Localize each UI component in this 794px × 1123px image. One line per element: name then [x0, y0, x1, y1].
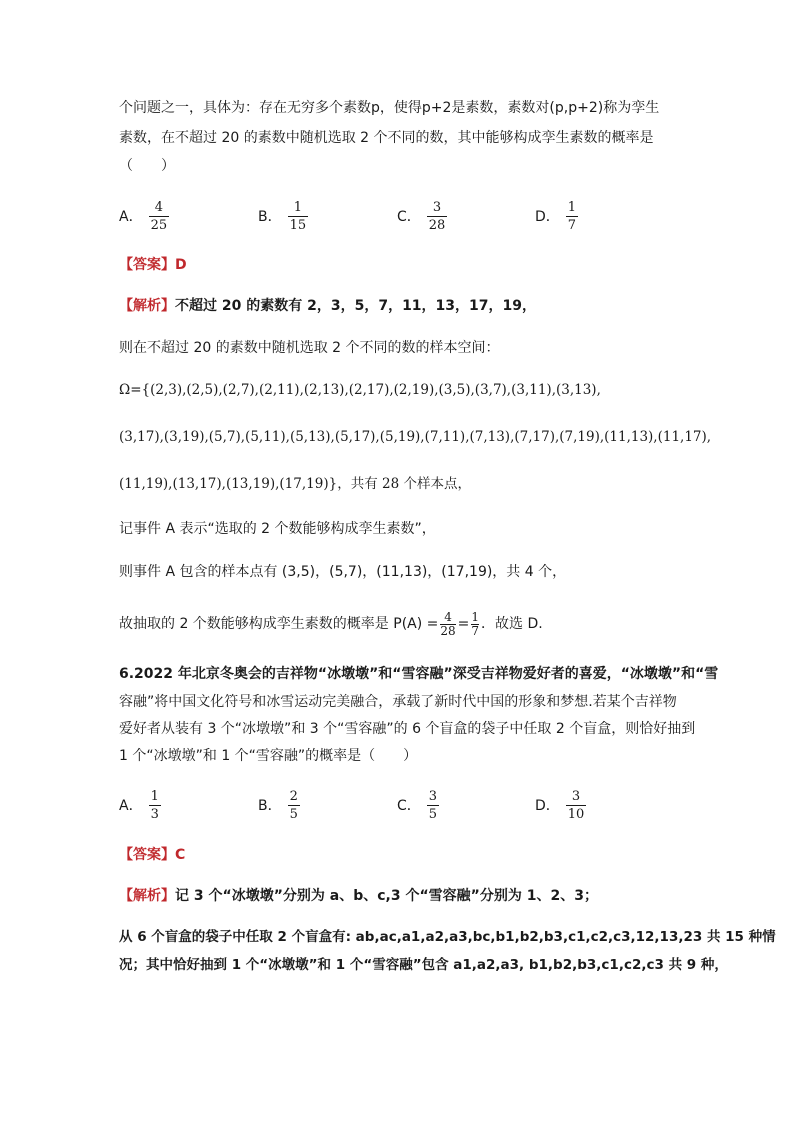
q5-text-line-3: （ ）	[119, 158, 175, 174]
option-fraction: $\frac{3}{10}$	[567, 788, 585, 822]
q5-sample-space-line-1: Ω={(2,3),(2,5),(2,7),(2,11),(2,13),(2,17),(2,19),(3,5),(3,7),(3,11),(3,13),	[119, 382, 601, 398]
q6-option-d	[535, 783, 586, 827]
q6-text-line-2: 容融”将中国文化符号和冰雪运动完美融合，承载了新时代中国的形象和梦想.若某个吉祥物	[119, 694, 677, 710]
analysis-tag: 【解析】	[119, 888, 175, 904]
conclusion-fraction-1: $\frac{4}{28}$	[440, 609, 456, 638]
q5-text-line-2: 素数，在不超过 20 的素数中随机选取 2 个不同的数，其中能够构成孪生素数的概率是	[119, 130, 654, 146]
answer-tag: 【答案】	[119, 847, 175, 863]
q5-option-b	[258, 194, 308, 238]
q6-analysis-line-3: 况；其中恰好抽到 1 个“冰墩墩”和 1 个“雪容融”包含 a1,a2,a3, b1,b2,b3,c1,c2,c3 共 9 种，	[119, 957, 728, 973]
option-label: B．	[258, 209, 282, 225]
conclusion-text: 故抽取的 2 个数能够构成孪生素数的概率是 P(A) =	[119, 616, 439, 632]
option-fraction: $\frac{1}{15}$	[289, 199, 307, 233]
answer-tag: 【答案】	[119, 257, 175, 273]
q6-text-line-3: 爱好者从装有 3 个“冰墩墩”和 3 个“雪容融”的 6 个盲盒的袋子中任取 2 个盲盒，则恰好抽到	[119, 721, 696, 737]
conclusion-fraction-2: $\frac{1}{7}$	[471, 609, 480, 638]
analysis-text: 不超过 20 的素数有 2，3，5，7，11，13，17，19，	[175, 298, 536, 314]
analysis-text: 记 3 个“冰墩墩”分别为 a、b、c,3 个“雪容融”分别为 1、2、3；	[175, 888, 598, 904]
q6-option-b	[258, 783, 300, 827]
option-fraction: $\frac{4}{25}$	[150, 199, 168, 233]
option-label: D．	[535, 798, 560, 814]
q6-text-line-4: 1 个“冰墩墩”和 1 个“雪容融”的概率是（ ）	[119, 748, 418, 764]
option-fraction: $\frac{3}{28}$	[428, 199, 446, 233]
option-label: B．	[258, 798, 282, 814]
answer-value: D	[175, 257, 187, 273]
q6-options	[119, 783, 679, 827]
option-fraction: $\frac{2}{5}$	[289, 788, 298, 822]
option-fraction: $\frac{1}{3}$	[150, 788, 159, 822]
conclusion-equals: =	[457, 616, 470, 632]
answer-value: C	[175, 847, 186, 863]
q5-sample-space-line-2: (3,17),(3,19),(5,7),(5,11),(5,13),(5,17),(5,19),(7,11),(7,13),(7,17),(7,19),(11,13),(11,17),	[119, 429, 712, 445]
q6-text-line-1: 6.2022 年北京冬奥会的吉祥物“冰墩墩”和“雪容融”深受吉祥物爱好者的喜爱，“冰墩墩”和“雪	[119, 666, 719, 682]
option-label: D．	[535, 209, 560, 225]
q6-option-c	[397, 783, 439, 827]
q5-text-line-1: 个问题之一，具体为：存在无穷多个素数p，使得p+2是素数，素数对(p,p+2)称为孪生	[119, 100, 660, 116]
conclusion-suffix: ．故选 D.	[481, 616, 543, 632]
option-fraction: $\frac{3}{5}$	[428, 788, 438, 822]
q5-answer	[119, 255, 187, 275]
q6-answer	[119, 845, 185, 865]
q5-options	[119, 194, 679, 238]
option-fraction: $\frac{1}{7}$	[567, 199, 577, 233]
option-label: A．	[119, 798, 143, 814]
q5-event-definition: 记事件 A 表示“选取的 2 个数能够构成孪生素数”，	[119, 521, 436, 537]
option-label: C．	[397, 209, 421, 225]
q5-analysis-line-1	[119, 296, 536, 316]
option-label: A．	[119, 209, 143, 225]
q6-analysis-line-2: 从 6 个盲盒的袋子中任取 2 个盲盒有: ab,ac,a1,a2,a3,bc,b1,b2,b3,c1,c2,c3,12,13,23 共 15 种情	[119, 929, 776, 945]
q5-conclusion	[119, 608, 543, 640]
q6-option-a	[119, 783, 161, 827]
q5-event-points: 则事件 A 包含的样本点有 (3,5)，(5,7)，(11,13)，(17,19)，共 4 个，	[119, 564, 567, 580]
q5-analysis-line-2: 则在不超过 20 的素数中随机选取 2 个不同的数的样本空间：	[119, 340, 500, 356]
q5-sample-space-line-3: (11,19),(13,17),(13,19),(17,19)}，共有 28 个样本点，	[119, 476, 471, 492]
option-label: C．	[397, 798, 421, 814]
q5-option-c	[397, 194, 447, 238]
q5-option-d	[535, 194, 578, 238]
analysis-tag: 【解析】	[119, 298, 175, 314]
q5-option-a	[119, 194, 169, 238]
q6-analysis-line-1	[119, 886, 598, 906]
